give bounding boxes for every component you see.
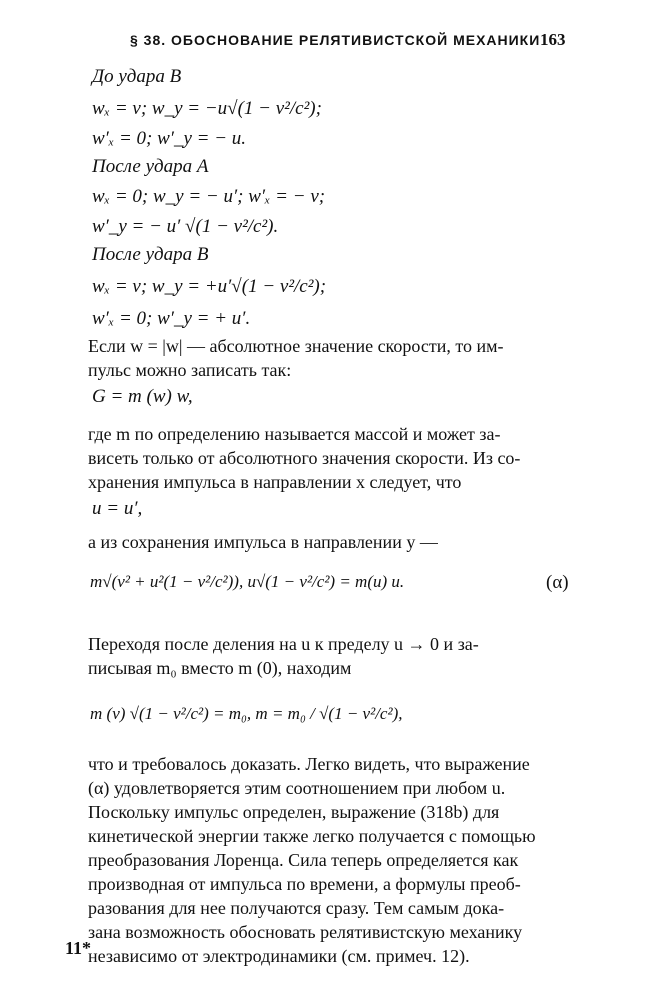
text-line: Если w = |w| — абсолютное значение скорости, то им- — [88, 336, 504, 356]
case-heading-before-b: До удара B — [92, 66, 182, 87]
case-heading-after-b: После удара B — [92, 244, 209, 265]
running-head: § 38. ОБОСНОВАНИЕ РЕЛЯТИВИСТСКОЙ МЕХАНИКИ — [130, 32, 541, 48]
equation-line: wₓ = v; w_y = +u′√(1 − v²/c²); — [92, 276, 327, 297]
text-line: что и требовалось доказать. Легко видеть, что выражение — [88, 754, 530, 774]
paragraph — [88, 752, 572, 968]
text-line: преобразования Лоренца. Сила теперь определяется как — [88, 850, 519, 870]
page-number: 163 — [540, 30, 566, 49]
equation-u: u = u′, — [92, 498, 143, 519]
paragraph — [88, 632, 572, 680]
equation-line: wₓ = v; w_y = −u√(1 − v²/c²); — [92, 98, 322, 119]
text-line: Переходя после деления на u к пределу u → 0 и за- — [88, 634, 479, 654]
text-line: (α) удовлетворяется этим соотношением при любом u. — [88, 778, 506, 798]
equation-mass: m (v) √(1 − v²/c²) = m₀, m = m₀ / √(1 − v²/c²), — [90, 704, 403, 723]
signature-mark: 11* — [65, 938, 92, 958]
paragraph — [88, 334, 572, 382]
paragraph — [88, 422, 572, 494]
text-line: разования для нее получаются сразу. Тем самым дока- — [88, 898, 505, 918]
equation-line: w′ₓ = 0; w′_y = + u′. — [92, 308, 251, 329]
text-line: Поскольку импульс определен, выражение (318b) для — [88, 802, 500, 822]
paragraph — [88, 530, 572, 554]
text-line: производная от импульса по времени, а формулы преоб- — [88, 874, 521, 894]
text-line: где m по определению называется массой и может за- — [88, 424, 501, 444]
text-line: писывая m₀ вместо m (0), находим — [88, 658, 352, 678]
case-heading-after-a: После удара A — [92, 156, 209, 177]
text-line: кинетической энергии также легко получается с помощью — [88, 826, 536, 846]
equation-momentum: G = m (w) w, — [92, 386, 193, 407]
text-line: независимо от электродинамики (см. примеч. 12). — [88, 946, 470, 966]
equation-line: w′_y = − u′ √(1 − v²/c²). — [92, 216, 279, 237]
text-line: хранения импульса в направлении x следует, что — [88, 472, 462, 492]
text-line: висеть только от абсолютного значения скорости. Из со- — [88, 448, 521, 468]
equation-alpha: m√(v² + u²(1 − v²/c²)), u√(1 − v²/c²) = m(u) u. — [90, 572, 405, 591]
text-line: пульс можно записать так: — [88, 360, 292, 380]
equation-line: w′ₓ = 0; w′_y = − u. — [92, 128, 247, 149]
equation-tag: (α) — [546, 572, 569, 593]
text-line: зана возможность обосновать релятивистскую механику — [88, 922, 523, 942]
equation-line: wₓ = 0; w_y = − u′; w′ₓ = − v; — [92, 186, 326, 207]
page-header — [0, 30, 650, 60]
text-line: а из сохранения импульса в направлении y — — [88, 532, 438, 552]
